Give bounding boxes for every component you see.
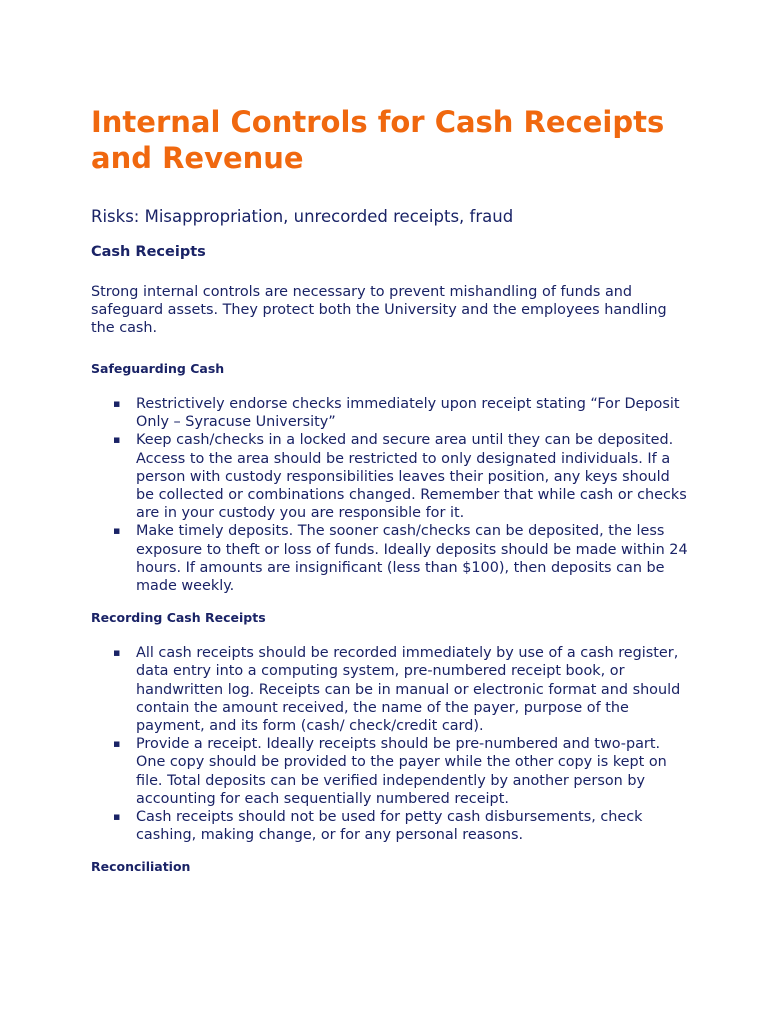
list-item-text: Keep cash/checks in a locked and secure area until they can be deposited. Access to the area should be restricted to only designated individuals. If a person with custody responsibilities leaves their position, any keys should be collected or combinations changed. Remember that while cash or checks are in your custody you are responsible for it. — [136, 432, 687, 522]
bullet-square-icon: ▪ — [113, 433, 121, 447]
list-item-text: Cash receipts should not be used for petty cash disbursements, check cashing, making change, or for any personal reasons. — [136, 809, 643, 844]
list-item — [113, 522, 688, 595]
list-item-text: Provide a receipt. Ideally receipts should be pre-numbered and two-part. One copy should be provided to the payer while the other copy is kept on file. Total deposits can be verified independently by another person by accounting for each sequentially numbered receipt. — [136, 736, 667, 807]
subheading-recording-cash-receipts: Recording Cash Receipts — [91, 610, 266, 626]
intro-paragraph: Strong internal controls are necessary to prevent mishandling of funds and safeguard assets. They protect both the University and the employees handling the cash. — [91, 284, 667, 336]
risks-subtitle: Risks: Misappropriation, unrecorded receipts, fraud — [91, 207, 514, 226]
recording-list — [91, 644, 688, 844]
bullet-square-icon: ▪ — [113, 524, 121, 538]
bullet-square-icon: ▪ — [113, 737, 121, 751]
subheading-safeguarding-cash: Safeguarding Cash — [91, 361, 225, 376]
safeguarding-list — [91, 395, 688, 595]
bullet-square-icon: ▪ — [113, 810, 121, 824]
list-item-text: Make timely deposits. The sooner cash/checks can be deposited, the less exposure to theft or loss of funds. Ideally deposits should be made within 24 hours. If amounts are insignificant (less than $100), then deposits can be made weekly. — [136, 523, 688, 595]
document-title: Internal Controls for Cash Receipts and Revenue — [91, 105, 665, 175]
list-item — [113, 395, 688, 431]
list-item — [113, 735, 688, 808]
section-heading-cash-receipts: Cash Receipts — [91, 244, 206, 260]
subheading-reconciliation: Reconciliation — [91, 859, 191, 875]
list-item — [113, 431, 688, 522]
list-item-text: All cash receipts should be recorded immediately by use of a cash register, data entry into a computing system, pre-numbered receipt book, or handwritten log. Receipts can be in manual or electronic format and should contain the amount received, the name of the payer, purpose of the payment, and its form (cash/ check/credit card). — [136, 645, 681, 735]
list-item — [113, 808, 688, 844]
bullet-square-icon: ▪ — [113, 397, 121, 410]
list-item — [113, 644, 688, 735]
bullet-square-icon: ▪ — [113, 646, 121, 660]
list-item-text: Restrictively endorse checks immediately upon receipt stating “For Deposit Only – Syracuse University” — [136, 396, 680, 431]
